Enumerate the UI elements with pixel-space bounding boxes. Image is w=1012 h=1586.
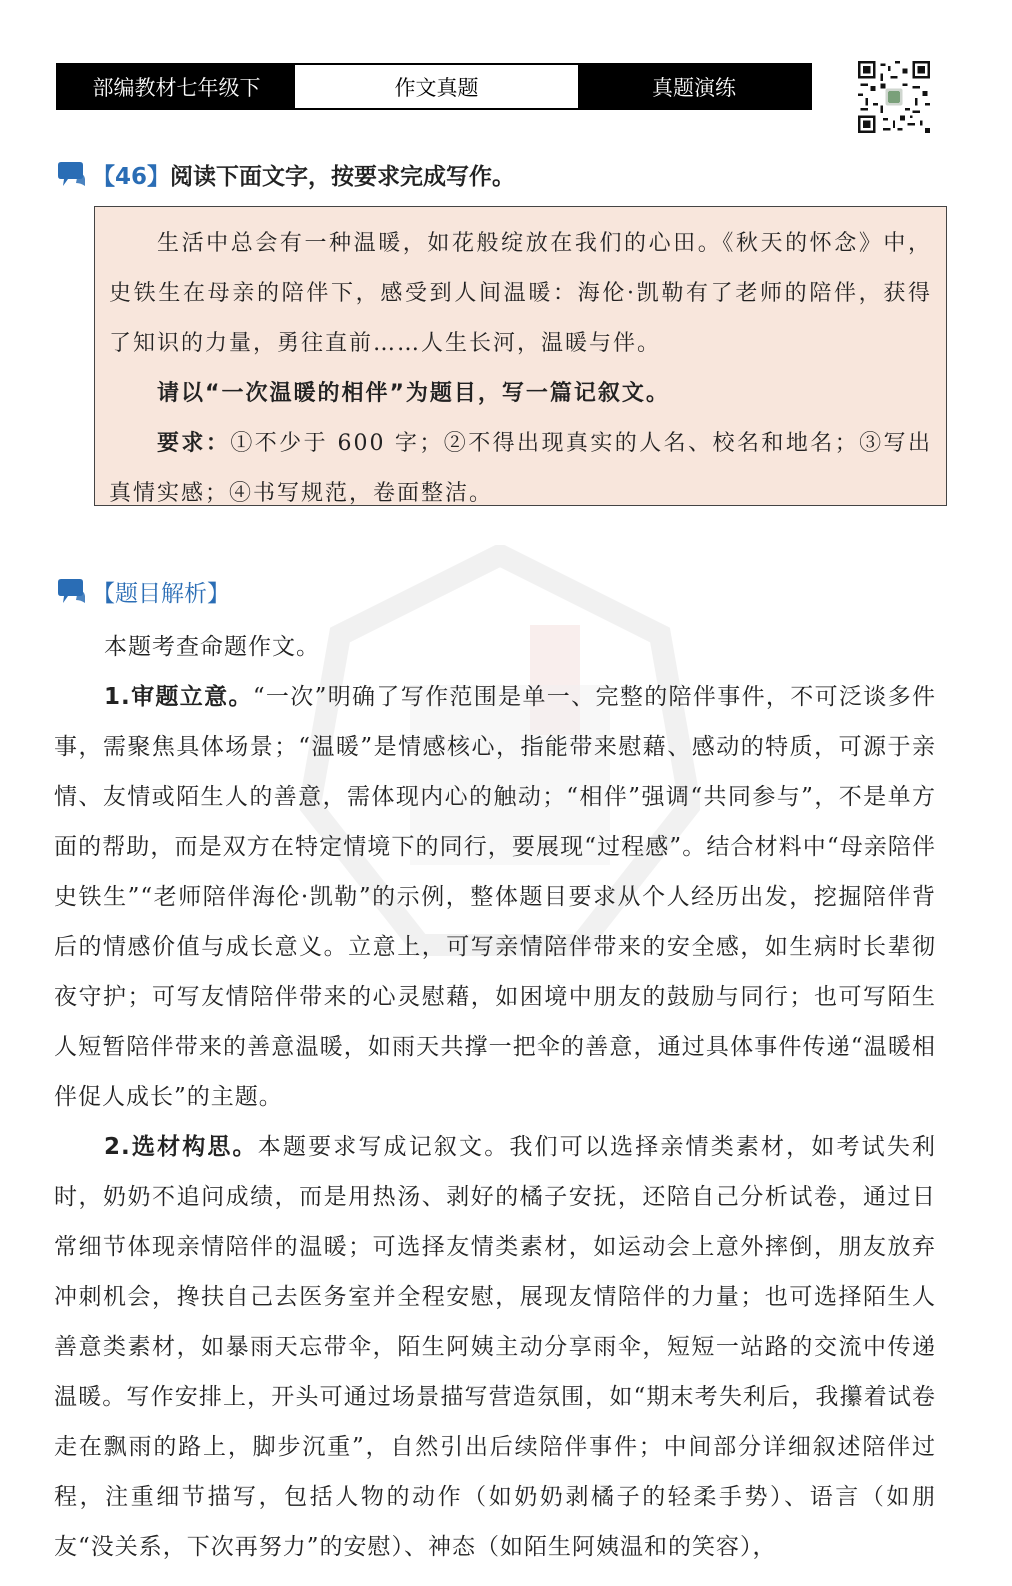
analysis-title: 【题目解析】 [92,581,230,607]
task-box [94,206,947,506]
header-bar [56,63,812,110]
header-section: 真题演练 [578,65,810,108]
analysis-intro: 本题考查命题作文。 [104,634,320,660]
requirements-text: ①不少于 600 字；②不得出现真实的人名、校名和地名；③写出真情实感；④书写规范，卷面整洁。 [109,431,932,506]
analysis-body [54,622,936,1572]
analysis-heading [56,575,230,608]
qr-code-icon [858,61,930,133]
requirements-label: 要求： [157,431,231,456]
header-category: 作文真题 [295,65,578,108]
question-number: 【46】 [92,164,171,190]
question-heading [56,158,515,191]
analysis-paragraph-1 [54,672,936,1122]
question-instruction: 阅读下面文字，按要求完成写作。 [170,164,516,190]
task-material: 生活中总会有一种温暖，如花般绽放在我们的心田。《秋天的怀念》中，史铁生在母亲的陪伴下，感受到人间温暖：海伦·凯勒有了老师的陪伴，获得了知识的力量，勇往直前……人生长河，温暖与伴。 [109,231,932,356]
bookmark-flag-icon [56,159,88,191]
paragraph-2-text: 本题要求写成记叙文。我们可以选择亲情类素材，如考试失利时，奶奶不追问成绩，而是用热汤、剥好的橘子安抚，还陪自己分析试卷，通过日常细节体现亲情陪伴的温暖；可选择友情类素材，如运动会上意外摔倒，朋友放弃冲刺机会，搀扶自己去医务室并全程安慰，展现友情陪伴的力量；也可选择陌生人善意类素材，如暴雨天忘带伞，陌生阿姨主动分享雨伞，短短一站路的交流中传递温暖。写作安排上，开头可通过场景描写营造氛围，如“期末考失利后，我攥着试卷走在飘雨的路上，脚步沉重”，自然引出后续陪伴事件；中间部分详细叙述陪伴过程，注重细节描写，包括人物的动作（如奶奶剥橘子的轻柔手势）、语言（如朋友“没关系，下次再努力”的安慰）、神态（如陌生阿姨温和的笑容）， [54,1134,936,1560]
paragraph-2-label: 2.选材构思。 [104,1134,258,1160]
paragraph-1-label: 1.审题立意。 [104,684,253,710]
bookmark-flag-icon [56,576,88,608]
task-prompt: 请以“一次温暖的相伴”为题目，写一篇记叙文。 [157,381,670,406]
paragraph-1-text: “一次”明确了写作范围是单一、完整的陪伴事件，不可泛谈多件事，需聚焦具体场景；“温暖”是情感核心，指能带来慰藉、感动的特质，可源于亲情、友情或陌生人的善意，需体现内心的触动；“相伴”强调“共同参与”，不是单方面的帮助，而是双方在特定情境下的同行，要展现“过程感”。结合材料中“母亲陪伴史铁生”“老师陪伴海伦·凯勒”的示例，整体题目要求从个人经历出发，挖掘陪伴背后的情感价值与成长意义。立意上，可写亲情陪伴带来的安全感，如生病时长辈彻夜守护；可写友情陪伴带来的心灵慰藉，如困境中朋友的鼓励与同行；也可写陌生人短暂陪伴带来的善意温暖，如雨天共撑一把伞的善意，通过具体事件传递“温暖相伴促人成长”的主题。 [54,684,936,1110]
task-requirements [109,419,932,519]
analysis-paragraph-2 [54,1122,936,1572]
header-grade: 部编教材七年级下 [58,65,295,108]
